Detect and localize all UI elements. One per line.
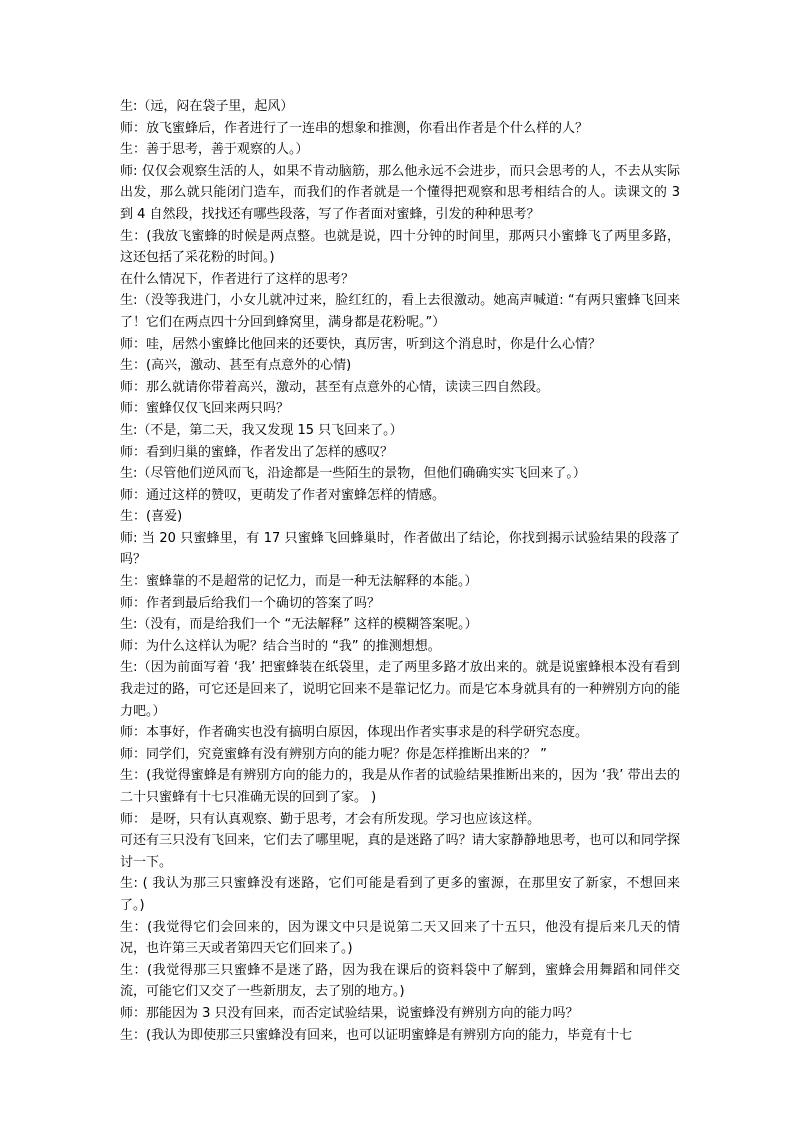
paragraph: 生：(我觉得它们会回来的，因为课文中只是说第二天又回来了十五只，他没有提后来几天的情况，也许第三天或者第四天它们回来了。) [120, 919, 680, 957]
paragraph: 师：本事好，作者确实也没有搞明白原因，体现出作者实事求是的科学研究态度。 [120, 725, 589, 741]
paragraph: 生：(我觉得那三只蜜蜂不是迷了路，因为我在课后的资料袋中了解到，蜜蜂会用舞蹈和同伴交流，可能它们又交了一些新朋友，去了别的地方。) [120, 962, 680, 1000]
paragraph: 生: ( 我认为那三只蜜蜂没有迷路，它们可能是看到了更多的蜜源，在那里安了新家，不想回来了。) [120, 876, 680, 913]
paragraph: 生:（没等我进门，小女儿就冲过来，脸红红的，看上去很激动。她高声喊道: “有两只蜜蜂飞回来了！它们在两点四十分回到蜂窝里，满身都是花粉呢。”） [120, 293, 680, 330]
paragraph: 生:（不是，第二天，我又发现 15 只飞回来了。） [120, 422, 403, 438]
paragraph: 生:（尽管他们逆风而飞，沿途都是一些陌生的景物，但他们确确实实飞回来了。） [120, 466, 586, 482]
paragraph: 生：(高兴，激动、甚至有点意外的心情) [120, 358, 352, 374]
paragraph: 生:（没有，而是给我们一个 “无法解释” 这样的模糊答案呢。） [120, 617, 478, 633]
paragraph: 师: 仅仅会观察生活的人，如果不肯动脑筋，那么他永远不会进步，而只会思考的人，不去从实际出发，那么就只能闭门造车，而我们的作者就是一个懂得把观察和思考相结合的人。读课文的 3 到 4 自然段，找找还有哪些段落，写了作者面对蜜蜂，引发的种种思考？ [120, 163, 680, 222]
paragraph: 师：作者到最后给我们一个确切的答案了吗？ [120, 595, 381, 611]
paragraph: 生：(喜爱) [120, 509, 183, 525]
document-body [120, 96, 680, 1046]
paragraph: 师：那能因为 3 只没有回来，而否定试验结果，说蜜蜂没有辨别方向的能力吗？ [120, 1005, 579, 1021]
paragraph: 生:（远，闷在袋子里，起风） [120, 99, 294, 114]
paragraph: 师: 当 20 只蜜蜂里，有 17 只蜜蜂飞回蜂巢时，作者做出了结论，你找到揭示试验结果的段落了吗？ [120, 530, 680, 568]
paragraph: 生：(我放飞蜜蜂的时候是两点整。也就是说，四十分钟的时间里，那两只小蜜蜂飞了两里多路，这还包括了采花粉的时间。) [120, 228, 680, 266]
paragraph: 师：哇，居然小蜜蜂比他回来的还要快，真厉害，听到这个消息时，你是什么心情？ [120, 336, 602, 352]
paragraph: 师：放飞蜜蜂后，作者进行了一连串的想象和推测，你看出作者是个什么样的人？ [120, 120, 589, 136]
paragraph: 师：蜜蜂仅仅飞回来两只吗？ [120, 401, 290, 417]
paragraph: 生：善于思考，善于观察的人。） [120, 142, 309, 158]
paragraph: 生:（因为前面写着 ‘我’ 把蜜蜂装在纸袋里，走了两里多路才放出来的。就是说蜜蜂根本没有看到我走过的路，可它还是回来了，说明它回来不是靠记忆力。而是它本身就具有的一种辨别方向的能力吧。） [120, 660, 680, 719]
paragraph: 师：那么就请你带着高兴，激动，甚至有点意外的心情，读读三四自然段。 [120, 379, 550, 395]
paragraph: 可还有三只没有飞回来，它们去了哪里呢，真的是迷路了吗？请大家静静地思考，也可以和同学探讨一下。 [120, 833, 680, 870]
paragraph: 生：(我觉得蜜蜂是有辨别方向的能力的，我是从作者的试验结果推断出来的，因为 ‘我’ 带出去的二十只蜜蜂有十七只准确无误的回到了家。 ) [120, 768, 680, 805]
paragraph: 在什么情况下，作者进行了这样的思考？ [120, 271, 355, 287]
paragraph: 师：同学们，究竟蜜蜂有没有辨别方向的能力呢？你是怎样推断出来的？ ” [120, 746, 547, 762]
paragraph: 师：为什么这样认为呢？结合当时的 “我” 的推测想想。 [120, 638, 441, 654]
paragraph: 师：看到归巢的蜜蜂，作者发出了怎样的感叹？ [120, 444, 394, 460]
paragraph: 师： 是呀，只有认真观察、勤于思考，才会有所发现。学习也应该这样。 [120, 811, 541, 827]
paragraph: 生：蜜蜂靠的不是超常的记忆力，而是一种无法解释的本能。） [120, 574, 478, 590]
paragraph: 师：通过这样的赞叹，更萌发了作者对蜜蜂怎样的情感。 [120, 487, 446, 503]
paragraph: 生：(我认为即使那三只蜜蜂没有回来，也可以证明蜜蜂是有辨别方向的能力，毕竟有十七 [120, 1027, 633, 1043]
